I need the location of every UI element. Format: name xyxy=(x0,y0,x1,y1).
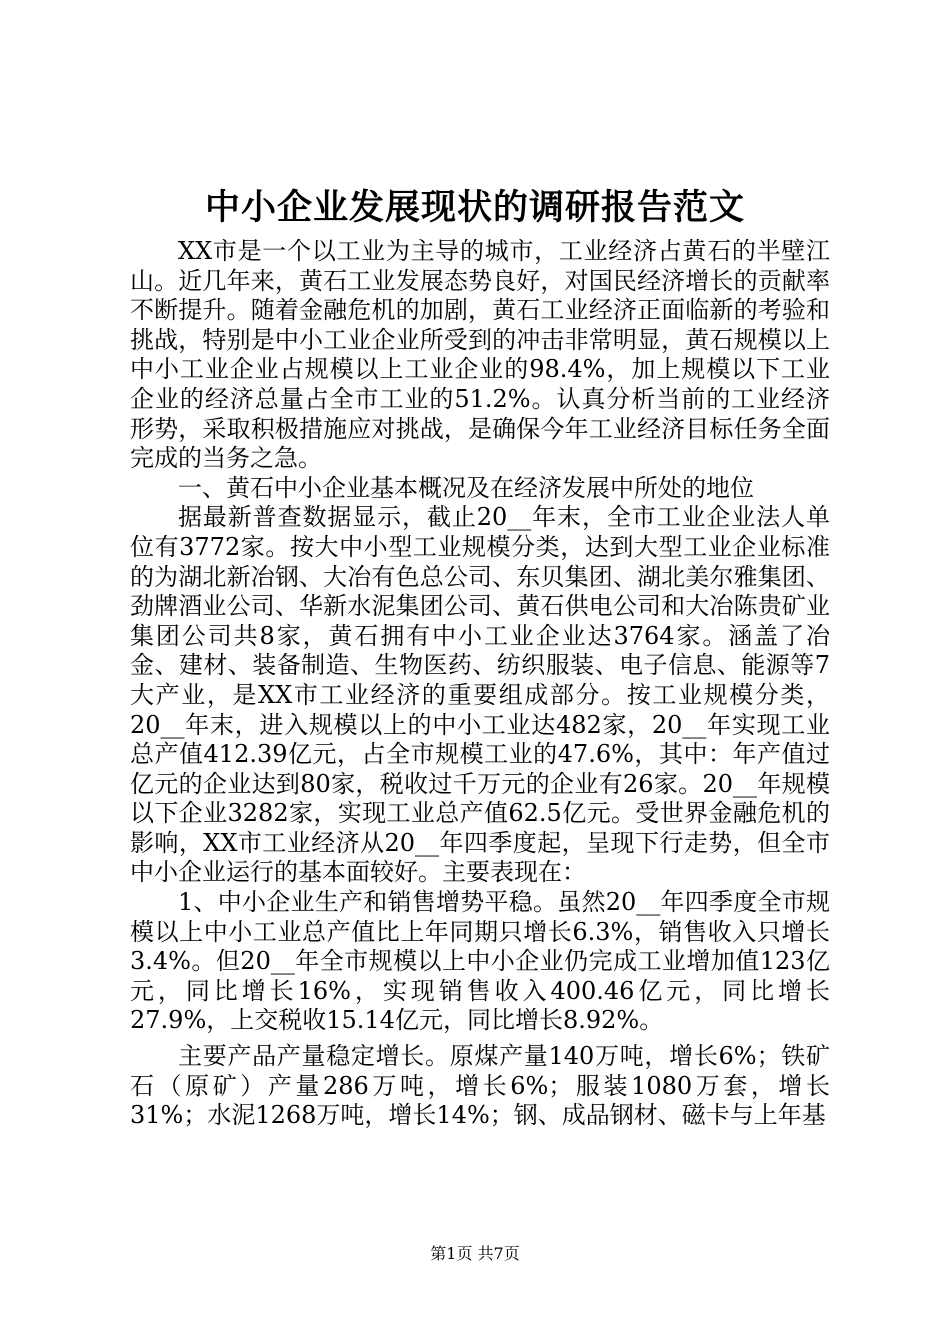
page-number: 第1页 共7页 xyxy=(430,1244,520,1263)
paragraph-point-1: 1、中小企业生产和销售增势平稳。虽然20__年四季度全市规模以上中小工业总产值比上年同期只增长6.3%，销售收入只增长3.4%。但20__年全市规模以上中小企业仍完成工业增加值123亿元，同比增长16%，实现销售收入400.46亿元，同比增长27.9%，上交税收15.14亿元，同比增长8.92%。 xyxy=(130,888,830,1035)
paragraph-products: 主要产品产量稳定增长。原煤产量140万吨，增长6%；铁矿石（原矿）产量286万吨，增长6%；服装1080万套，增长31%；水泥1268万吨，增长14%；钢、成品钢材、磁卡与上年基 xyxy=(130,1042,830,1130)
paragraph-intro: XX市是一个以工业为主导的城市，工业经济占黄石的半壁江山。近几年来，黄石工业发展态势良好，对国民经济增长的贡献率不断提升。随着金融危机的加剧，黄石工业经济正面临新的考验和挑战，特别是中小工业企业所受到的冲击非常明显，黄石规模以上中小工业企业占规模以上工业企业的98.4%，加上规模以下工业企业的经济总量占全市工业的51.2%。认真分析当前的工业经济形势，采取积极措施应对挑战，是确保今年工业经济目标任务全面完成的当务之急。 xyxy=(130,237,830,473)
document-body xyxy=(130,237,830,1131)
section-heading: 一、黄石中小企业基本概况及在经济发展中所处的地位 xyxy=(178,473,754,502)
document-title: 中小企业发展现状的调研报告范文 xyxy=(204,187,745,228)
paragraph-overview: 据最新普查数据显示，截止20__年末，全市工业企业法人单位有3772家。按大中小型工业规模分类，达到大型工业企业标准的为湖北新冶钢、大冶有色总公司、东贝集团、湖北美尔雅集团、劲牌酒业公司、华新水泥集团公司、黄石供电公司和大冶陈贵矿业集团公司共8家，黄石拥有中小工业企业达3764家。涵盖了冶金、建材、装备制造、生物医药、纺织服装、电子信息、能源等7大产业，是XX市工业经济的重要组成部分。按工业规模分类，20__年末，进入规模以上的中小工业达482家，20__年实现工业总产值412.39亿元，占全市规模工业的47.6%，其中：年产值过亿元的企业达到80家，税收过千万元的企业有26家。20__年规模以下企业3282家，实现工业总产值62.5亿元。受世界金融危机的影响，XX市工业经济从20__年四季度起，呈现下行走势，但全市中小企业运行的基本面较好。主要表现在： xyxy=(130,503,830,887)
